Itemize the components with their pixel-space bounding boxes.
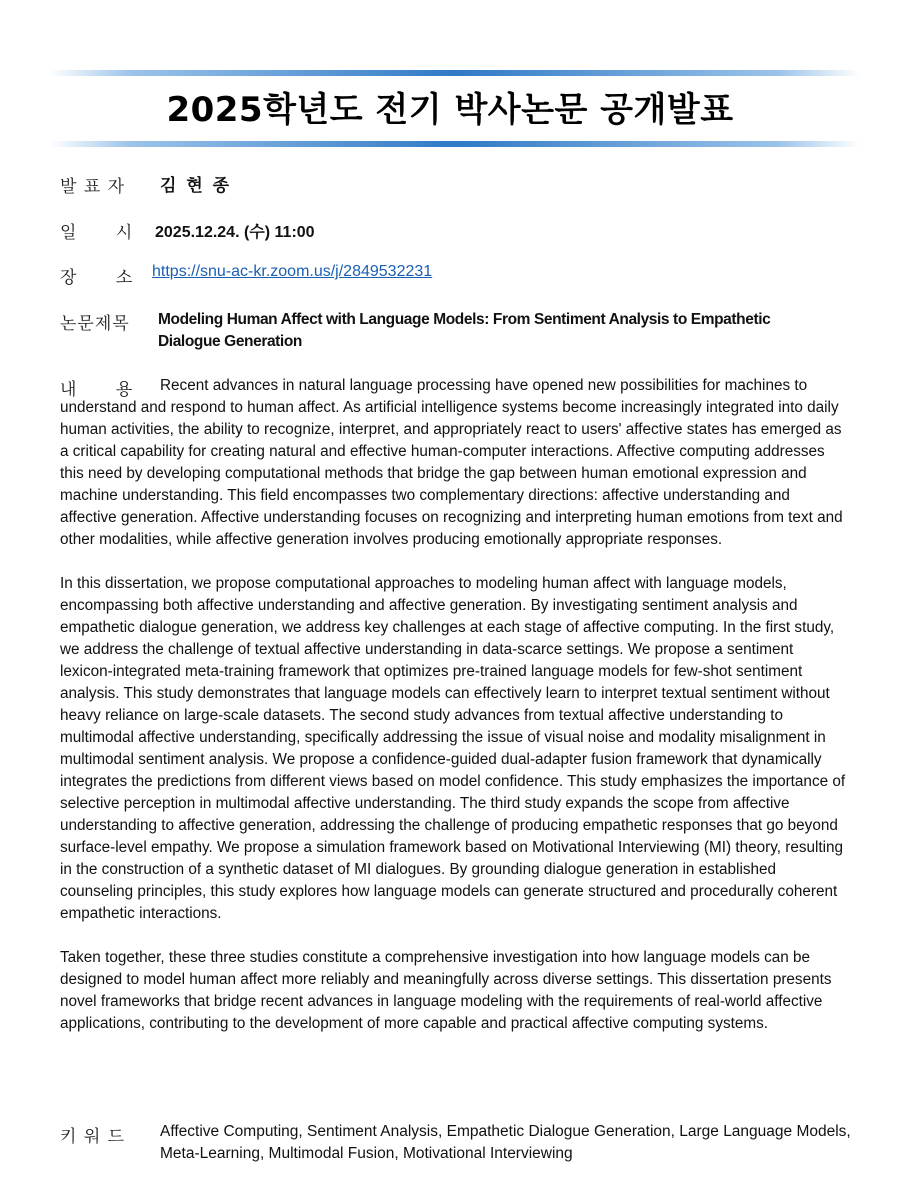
content-label: 내 용 bbox=[60, 380, 134, 400]
presenter-name: 김 현 종 bbox=[160, 176, 232, 196]
thesis-title: Modeling Human Affect with Language Models: From Sentiment Analysis to Empathetic Dialogue Generation bbox=[158, 311, 771, 350]
top-divider bbox=[50, 70, 860, 76]
thesis-title-label: 논문제목 bbox=[60, 314, 130, 334]
datetime-label: 일 시 bbox=[60, 223, 134, 243]
keywords-label: 키 워 드 bbox=[60, 1127, 126, 1147]
page-title: 2025학년도 전기 박사논문 공개발표 bbox=[166, 90, 734, 130]
datetime-value: 2025.12.24. (수) 11:00 bbox=[155, 224, 315, 241]
abstract-paragraph-1: Recent advances in natural language processing have opened new possibilities for machines to understand and respond to human affect. As artificial intelligence systems become increasingly integrated into daily human activities, the ability to recognize, interpret, and appropriately react to users' affective states has emerged as a critical capability for creating natural and effective human-computer interactions. Affective computing addresses this need by developing computational methods that bridge the gap between human emotional expression and machine understanding. This field encompasses two complementary directions: affective understanding and affective generation. Affective understanding focuses on recognizing and interpreting human emotions from text and other modalities, while affective generation involves producing emotionally appropriate responses. bbox=[60, 377, 843, 548]
abstract-paragraph-3: Taken together, these three studies constitute a comprehensive investigation into how language models can be designed to model human affect more reliably and meaningfully across diverse settings. This dissertation presents novel frameworks that bridge recent advances in language modeling with the requirements of real-world affective applications, contributing to the development of more capable and practical affective computing systems. bbox=[60, 949, 832, 1032]
abstract-paragraph-2: In this dissertation, we propose computational approaches to modeling human affect with language models, encompassing both affective understanding and affective generation. By investigating sentiment analysis and empathetic dialogue generation, we address key challenges at each stage of affective computing. In the first study, we address the challenge of textual affective understanding in data-scarce settings. We propose a sentiment lexicon-integrated meta-training framework that optimizes pre-trained language models for few-shot sentiment analysis. This study demonstrates that language models can effectively learn to interpret textual sentiment without heavy reliance on large-scale datasets. The second study advances from textual affective understanding to multimodal affective understanding, specifically addressing the issue of visual noise and modality misalignment in multimodal sentiment analysis. We propose a confidence-guided dual-adapter fusion framework that dynamically integrates the predictions from different views based on model confidence. This study emphasizes the importance of selective perception in multimodal affective understanding. The third study expands the scope from affective understanding to affective generation, addressing the challenge of producing empathetic responses that go beyond surface-level empathy. We propose a simulation framework based on Motivational Interviewing (MI) theory, resulting in the construction of a synthetic dataset of MI dialogues. By grounding dialogue generation in established counseling principles, this study explores how language models can generate structured and procedurally coherent empathetic interactions. bbox=[60, 575, 846, 922]
bottom-divider bbox=[50, 141, 860, 147]
place-label: 장 소 bbox=[60, 268, 134, 288]
keywords-list: Affective Computing, Sentiment Analysis, Empathetic Dialogue Generation, Large Language Models, Meta-Learning, Multimodal Fusion, Motivational Interviewing bbox=[160, 1123, 851, 1162]
zoom-link[interactable]: https://snu-ac-kr.zoom.us/j/2849532231 bbox=[152, 263, 433, 280]
presenter-label: 발 표 자 bbox=[60, 177, 126, 197]
abstract bbox=[60, 375, 850, 1057]
